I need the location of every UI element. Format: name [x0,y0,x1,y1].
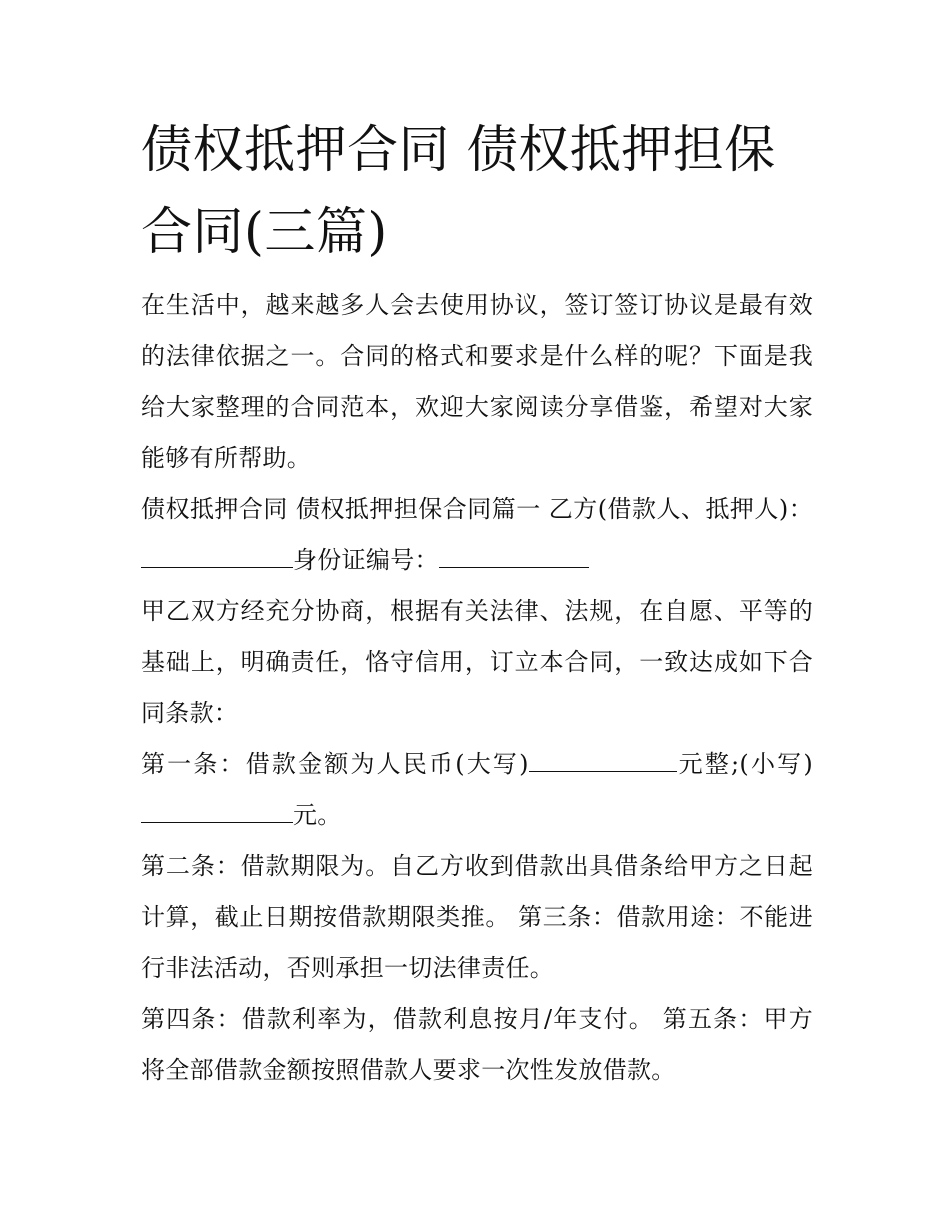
article-1-middle: 元整;(小写) [676,750,813,778]
article-4-paragraph: 第四条：借款利率为，借款利息按月/年支付。 第五条：甲方将全部借款金额按照借款人要求一次性发放借款。 [141,1005,813,1084]
name-blank [141,545,293,568]
intro-paragraph: 在生活中，越来越多人会去使用协议，签订签订协议是最有效的法律依据之一。合同的格式和要求是什么样的呢？下面是我给大家整理的合同范本，欢迎大家阅读分享借鉴，希望对大家能够有所帮助。 [141,291,813,472]
article-1-paragraph [141,739,813,841]
document-page [141,110,813,1096]
party-paragraph [141,484,813,586]
amount-uppercase-blank [529,749,677,772]
id-blank [439,545,589,568]
preamble-paragraph: 甲乙双方经充分协商，根据有关法律、法规，在自愿、平等的基础上，明确责任，恪守信用，订立本合同，一致达成如下合同条款： [141,597,813,727]
article-2-paragraph: 第二条：借款期限为。自乙方收到借款出具借条给甲方之日起计算，截止日期按借款期限类推。 第三条：借款用途：不能进行非法活动，否则承担一切法律责任。 [141,852,813,982]
amount-lowercase-blank [141,800,293,823]
article-1-suffix: 元。 [293,801,342,829]
document-title: 债权抵押合同 债权抵押担保合同(三篇) [141,121,776,262]
article-1-prefix: 第一条：借款金额为人民币(大写) [141,750,529,778]
id-label: 身份证编号： [293,546,439,574]
party-prefix: 债权抵押合同 债权抵押担保合同篇一 乙方(借款人、抵押人)： [141,495,813,523]
